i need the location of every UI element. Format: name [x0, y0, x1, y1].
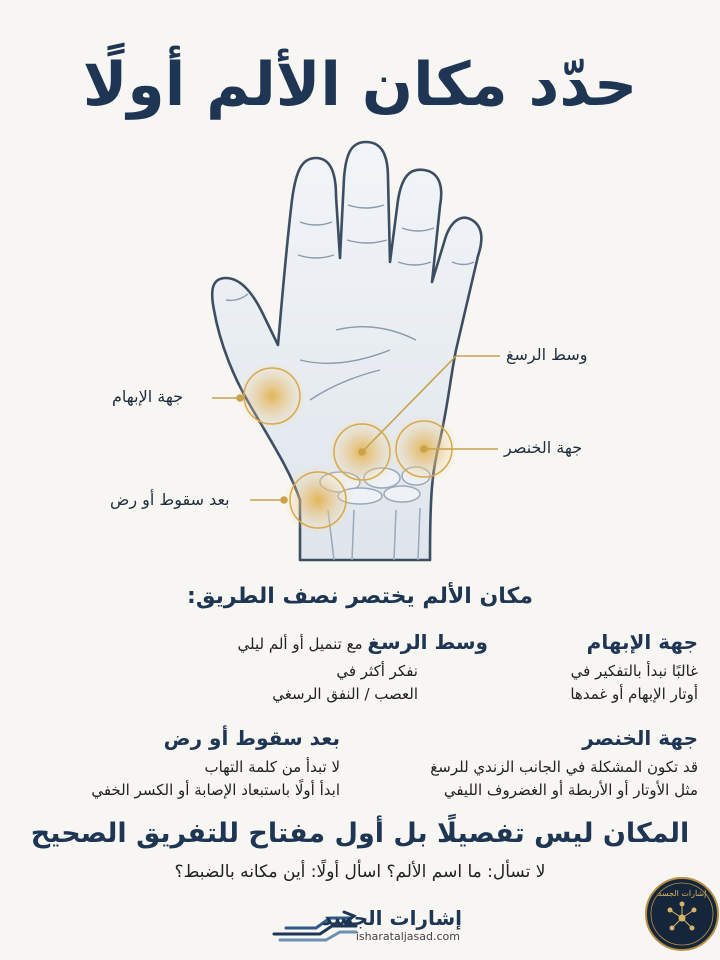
brand-logo: [270, 904, 470, 948]
info-line: مثل الأوتار أو الأربطة أو الغضروف الليفي: [443, 781, 698, 800]
page-title: حدّد مكان الألم أولًا: [82, 50, 638, 120]
info-block-after-fall: [10, 726, 340, 803]
info-heading-mid-wrist-suffix: مع تنميل أو ألم ليلي: [237, 635, 363, 653]
badge-text: إشارات الجسد: [657, 889, 707, 898]
info-line: أوتار الإبهام أو غمدها: [570, 685, 698, 704]
info-line: نفكر أكثر في: [336, 662, 418, 680]
info-line: غالبًا نبدأ بالتفكير في: [570, 662, 698, 680]
tip-text: لا تسأل: ما اسم الألم؟ اسأل أولًا: أين مكانه بالضبط؟: [174, 862, 546, 882]
info-line: لا تبدأ من كلمة التهاب: [204, 758, 340, 776]
info-block-mid-wrist: [188, 630, 488, 707]
info-line: العصب / النفق الرسغي: [272, 685, 418, 704]
callout-mid-wrist: وسط الرسغ: [506, 345, 588, 364]
callout-pinky: جهة الخنصر: [504, 438, 583, 457]
section-subtitle: مكان الألم يختصر نصف الطريق:: [187, 584, 533, 609]
info-heading-after-fall: بعد سقوط أو رض: [163, 726, 340, 750]
logo-name: إشارات الجسد: [321, 906, 462, 930]
key-message: المكان ليس تفصيلًا بل أول مفتاح للتفريق الصحيح: [30, 818, 690, 849]
info-heading-thumb: جهة الإبهام: [586, 630, 698, 654]
callout-after-fall: بعد سقوط أو رض: [110, 490, 230, 509]
hotspot-thumb: [238, 362, 306, 430]
info-line: ابدأ أولًا باستبعاد الإصابة أو الكسر الخفي: [91, 781, 340, 800]
logo-url: isharataljasad.com: [355, 930, 460, 943]
info-line: قد تكون المشكلة في الجانب الزندي للرسغ: [430, 758, 698, 776]
info-heading-pinky: جهة الخنصر: [582, 726, 698, 750]
brand-badge: [642, 870, 720, 960]
callout-thumb: جهة الإبهام: [112, 387, 184, 406]
hotspot-after-fall: [284, 466, 352, 534]
info-block-pinky: [368, 726, 698, 803]
info-heading-mid-wrist: [188, 630, 488, 654]
info-heading-mid-wrist-title: وسط الرسغ: [367, 630, 488, 654]
